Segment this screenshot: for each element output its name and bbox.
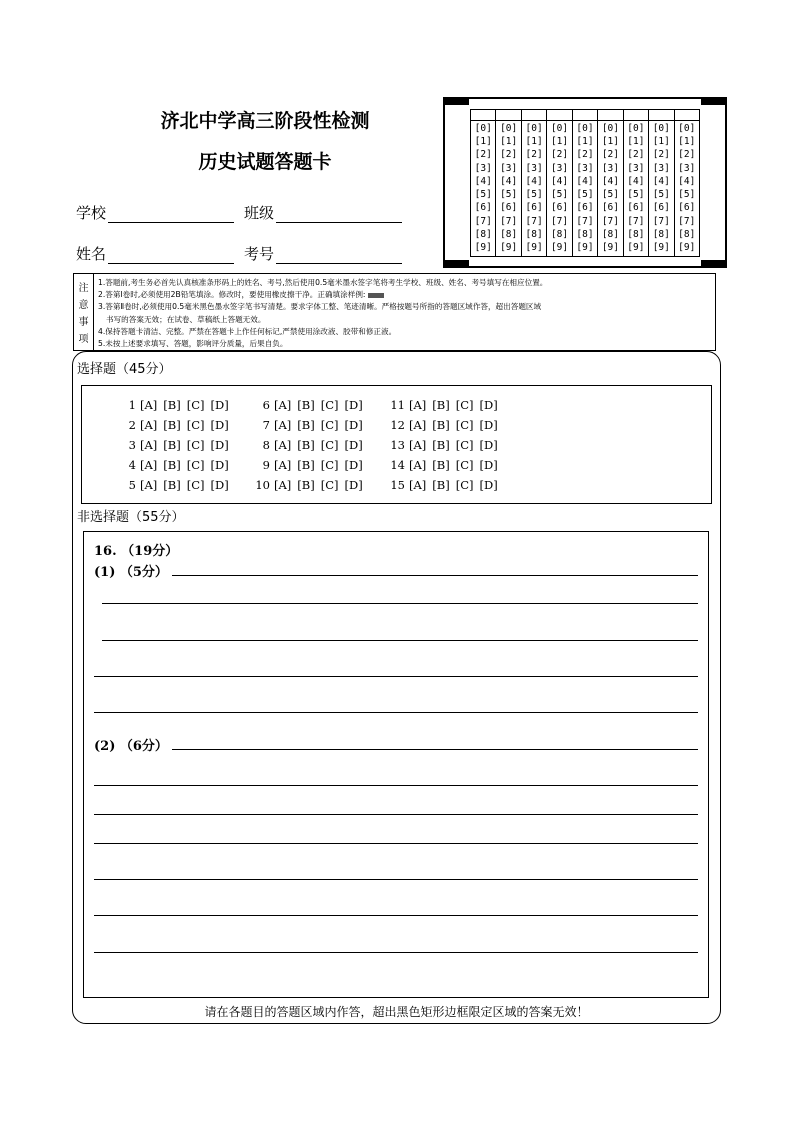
digit-bubble[interactable]: [9] bbox=[627, 242, 645, 254]
answer-bubble[interactable]: [A] bbox=[274, 458, 292, 472]
answer-bubble[interactable]: [A] bbox=[274, 478, 292, 492]
digit-bubble[interactable]: [6] bbox=[550, 202, 569, 214]
choice-question-row bbox=[252, 438, 369, 453]
question-number: 11 bbox=[390, 398, 405, 412]
answer-line[interactable] bbox=[102, 640, 698, 641]
exam-title: 济北中学高三阶段性检测 bbox=[160, 110, 370, 132]
answer-bubble[interactable]: [D] bbox=[479, 438, 498, 452]
digit-bubble[interactable]: [8] bbox=[576, 229, 594, 241]
exam-number-write-cell[interactable] bbox=[522, 110, 546, 121]
notes-label-char: 注 bbox=[78, 283, 89, 294]
digit-bubble[interactable]: [6] bbox=[576, 202, 594, 214]
question-16-part2-label: (2) （6分） bbox=[94, 739, 168, 754]
digit-bubble[interactable]: [1] bbox=[550, 135, 569, 147]
question-number: 2 bbox=[128, 418, 136, 432]
note-line: 4.保持答题卡清洁、完整。严禁在答题卡上作任何标记,严禁使用涂改液、胶带和修正液。 bbox=[98, 326, 397, 336]
question-number: 12 bbox=[390, 418, 405, 432]
choice-question-row bbox=[252, 458, 369, 473]
exam-number-write-cell[interactable] bbox=[573, 110, 597, 121]
answer-line[interactable] bbox=[94, 879, 698, 880]
answer-bubble[interactable]: [C] bbox=[455, 398, 474, 412]
choice-question-row bbox=[118, 418, 235, 433]
digit-bubble[interactable]: [5] bbox=[601, 189, 619, 201]
digit-bubble[interactable]: [3] bbox=[474, 162, 492, 174]
alignment-mark bbox=[443, 260, 469, 268]
digit-bubble[interactable]: [2] bbox=[474, 149, 492, 161]
digit-bubble[interactable]: [3] bbox=[550, 162, 569, 174]
digit-bubble[interactable]: [0] bbox=[678, 122, 696, 134]
choice-question-row bbox=[118, 478, 235, 493]
footer-warning: 请在各题目的答题区域内作答，超出黑色矩形边框限定区域的答案无效！ bbox=[204, 1005, 589, 1019]
exam-number-column bbox=[522, 110, 547, 256]
digit-bubble[interactable]: [1] bbox=[500, 135, 518, 147]
digit-bubble[interactable]: [3] bbox=[500, 162, 518, 174]
note-line: 书写的答案无效；在试卷、草稿纸上答题无效。 bbox=[106, 314, 266, 324]
exam-number-column bbox=[598, 110, 623, 256]
digit-bubble[interactable]: [9] bbox=[550, 242, 569, 254]
answer-bubble[interactable]: [C] bbox=[320, 398, 339, 412]
question-number: 4 bbox=[128, 458, 136, 472]
school-field bbox=[76, 202, 234, 223]
answer-bubble[interactable]: [A] bbox=[274, 398, 292, 412]
digit-bubble[interactable]: [4] bbox=[500, 175, 518, 187]
answer-bubble[interactable]: [B] bbox=[163, 438, 181, 452]
digit-bubble[interactable]: [0] bbox=[550, 122, 569, 134]
digit-bubble[interactable]: [9] bbox=[500, 242, 518, 254]
answer-bubble[interactable]: [B] bbox=[163, 458, 181, 472]
answer-bubble[interactable]: [C] bbox=[186, 478, 205, 492]
digit-bubble[interactable]: [1] bbox=[652, 135, 670, 147]
digit-bubble[interactable]: [4] bbox=[678, 175, 696, 187]
digit-bubble[interactable]: [8] bbox=[601, 229, 619, 241]
answer-bubble[interactable]: [B] bbox=[297, 458, 315, 472]
digit-bubble[interactable]: [9] bbox=[601, 242, 619, 254]
notes-label-char: 事 bbox=[78, 317, 89, 328]
digit-bubble[interactable]: [7] bbox=[525, 215, 543, 227]
answer-bubble[interactable]: [C] bbox=[455, 418, 474, 432]
answer-bubble[interactable]: [C] bbox=[186, 438, 205, 452]
name-field bbox=[76, 243, 234, 264]
answer-bubble[interactable]: [B] bbox=[432, 458, 450, 472]
name-label: 姓名 bbox=[76, 245, 107, 263]
class-input-line[interactable] bbox=[276, 207, 402, 223]
digit-bubble[interactable]: [6] bbox=[627, 202, 645, 214]
digit-bubble[interactable]: [1] bbox=[678, 135, 696, 147]
choice-question-row bbox=[252, 478, 369, 493]
digit-bubble[interactable]: [7] bbox=[550, 215, 569, 227]
answer-bubble[interactable]: [D] bbox=[344, 438, 363, 452]
exam-number-label: 考号 bbox=[244, 245, 275, 263]
school-label: 学校 bbox=[76, 204, 107, 222]
answer-bubble[interactable]: [D] bbox=[210, 418, 229, 432]
note-line: 5.未按上述要求填写、答题，影响评分质量，后果自负。 bbox=[98, 339, 288, 349]
answer-bubble[interactable]: [B] bbox=[297, 418, 315, 432]
answer-bubble[interactable]: [C] bbox=[455, 458, 474, 472]
class-field bbox=[244, 202, 402, 223]
question-number: 6 bbox=[262, 398, 270, 412]
answer-bubble[interactable]: [C] bbox=[455, 478, 474, 492]
answer-bubble[interactable]: [A] bbox=[274, 438, 292, 452]
answer-bubble[interactable]: [D] bbox=[210, 478, 229, 492]
answer-bubble[interactable]: [D] bbox=[344, 458, 363, 472]
choice-question-row bbox=[387, 398, 504, 413]
answer-line[interactable] bbox=[172, 749, 698, 750]
answer-bubble[interactable]: [D] bbox=[479, 478, 498, 492]
digit-bubble[interactable]: [5] bbox=[525, 189, 543, 201]
answer-bubble[interactable]: [C] bbox=[186, 418, 205, 432]
answer-bubble[interactable]: [A] bbox=[140, 438, 158, 452]
question-number: 9 bbox=[262, 458, 270, 472]
digit-bubble[interactable]: [7] bbox=[500, 215, 518, 227]
digit-bubble[interactable]: [7] bbox=[678, 215, 696, 227]
digit-bubble[interactable]: [2] bbox=[525, 149, 543, 161]
answer-bubble[interactable]: [C] bbox=[455, 438, 474, 452]
digit-bubble[interactable]: [1] bbox=[627, 135, 645, 147]
answer-line[interactable] bbox=[172, 575, 698, 576]
notes-label-char: 项 bbox=[78, 334, 89, 345]
answer-bubble[interactable]: [A] bbox=[140, 398, 158, 412]
digit-bubble[interactable]: [5] bbox=[474, 189, 492, 201]
digit-bubble[interactable]: [8] bbox=[500, 229, 518, 241]
answer-bubble[interactable]: [A] bbox=[409, 418, 427, 432]
digit-bubble[interactable]: [9] bbox=[652, 242, 670, 254]
answer-bubble[interactable]: [B] bbox=[297, 478, 315, 492]
alignment-mark bbox=[701, 97, 727, 105]
question-number: 15 bbox=[390, 478, 405, 492]
digit-bubble[interactable]: [0] bbox=[627, 122, 645, 134]
answer-bubble[interactable]: [D] bbox=[479, 398, 498, 412]
class-label: 班级 bbox=[244, 204, 275, 222]
answer-bubble[interactable]: [A] bbox=[140, 418, 158, 432]
notes-label-char: 意 bbox=[78, 300, 89, 311]
digit-bubble[interactable]: [9] bbox=[525, 242, 543, 254]
digit-bubble[interactable]: [3] bbox=[627, 162, 645, 174]
choice-question-row bbox=[387, 438, 504, 453]
choice-question-row bbox=[387, 478, 504, 493]
fill-sample-icon bbox=[368, 293, 384, 298]
school-input-line[interactable] bbox=[108, 207, 234, 223]
answer-bubble[interactable]: [C] bbox=[186, 398, 205, 412]
choice-question-row bbox=[118, 438, 235, 453]
answer-line[interactable] bbox=[94, 676, 698, 677]
answer-bubble[interactable]: [D] bbox=[479, 458, 498, 472]
question-number: 5 bbox=[128, 478, 136, 492]
question-16-part1-label: (1) （5分） bbox=[94, 565, 168, 580]
answer-bubble[interactable]: [D] bbox=[210, 458, 229, 472]
digit-bubble[interactable]: [8] bbox=[550, 229, 569, 241]
digit-bubble[interactable]: [0] bbox=[601, 122, 619, 134]
digit-bubble[interactable]: [2] bbox=[500, 149, 518, 161]
answer-line[interactable] bbox=[102, 603, 698, 604]
exam-number-write-cell[interactable] bbox=[471, 110, 495, 121]
digit-bubble[interactable]: [2] bbox=[678, 149, 696, 161]
digit-bubble[interactable]: [3] bbox=[601, 162, 619, 174]
digit-bubble[interactable]: [1] bbox=[474, 135, 492, 147]
digit-bubble[interactable]: [2] bbox=[627, 149, 645, 161]
answer-bubble[interactable]: [D] bbox=[344, 418, 363, 432]
alignment-mark bbox=[701, 260, 727, 268]
digit-bubble[interactable]: [9] bbox=[678, 242, 696, 254]
choice-column bbox=[252, 398, 369, 493]
digit-bubble[interactable]: [8] bbox=[474, 229, 492, 241]
question-number: 1 bbox=[128, 398, 136, 412]
answer-line[interactable] bbox=[94, 785, 698, 786]
name-input-line[interactable] bbox=[108, 248, 234, 264]
answer-bubble[interactable]: [B] bbox=[432, 418, 450, 432]
exam-number-write-cell[interactable] bbox=[496, 110, 520, 121]
exam-number-column bbox=[471, 110, 496, 256]
answer-bubble[interactable]: [C] bbox=[320, 418, 339, 432]
answer-bubble[interactable]: [C] bbox=[186, 458, 205, 472]
note-line: 2.答第Ⅰ卷时,必须使用2B铅笔填涂。修改时，要使用橡皮擦干净。正确填涂样例: bbox=[98, 289, 711, 301]
digit-bubble[interactable]: [7] bbox=[652, 215, 670, 227]
exam-subtitle: 历史试题答题卡 bbox=[198, 151, 332, 173]
answer-bubble[interactable]: [A] bbox=[274, 418, 292, 432]
digit-bubble[interactable]: [0] bbox=[525, 122, 543, 134]
exam-number-write-cell[interactable] bbox=[649, 110, 673, 121]
digit-bubble[interactable]: [6] bbox=[474, 202, 492, 214]
digit-bubble[interactable]: [5] bbox=[550, 189, 569, 201]
digit-bubble[interactable]: [8] bbox=[525, 229, 543, 241]
answer-bubble[interactable]: [C] bbox=[320, 478, 339, 492]
question-number: 3 bbox=[128, 438, 136, 452]
digit-bubble[interactable]: [2] bbox=[550, 149, 569, 161]
essay-answer-box bbox=[83, 531, 709, 998]
digit-bubble[interactable]: [4] bbox=[550, 175, 569, 187]
choice-section-title: 选择题（45分） bbox=[77, 362, 172, 377]
question-number: 13 bbox=[390, 438, 405, 452]
question-number: 14 bbox=[390, 458, 405, 472]
digit-bubble[interactable]: [6] bbox=[678, 202, 696, 214]
exam-number-column bbox=[649, 110, 674, 256]
answer-bubble[interactable]: [D] bbox=[210, 398, 229, 412]
answer-bubble[interactable]: [D] bbox=[344, 398, 363, 412]
digit-bubble[interactable]: [6] bbox=[525, 202, 543, 214]
answer-bubble[interactable]: [C] bbox=[320, 438, 339, 452]
digit-bubble[interactable]: [3] bbox=[652, 162, 670, 174]
digit-bubble[interactable]: [7] bbox=[576, 215, 594, 227]
answer-bubble[interactable]: [A] bbox=[409, 478, 427, 492]
answer-bubble[interactable]: [A] bbox=[140, 458, 158, 472]
notes-box bbox=[73, 273, 716, 351]
essay-section-title: 非选择题（55分） bbox=[77, 510, 185, 525]
choice-question-row bbox=[118, 398, 235, 413]
digit-bubble[interactable]: [8] bbox=[652, 229, 670, 241]
exam-number-write-cell[interactable] bbox=[675, 110, 699, 121]
digit-bubble[interactable]: [7] bbox=[627, 215, 645, 227]
digit-bubble[interactable]: [1] bbox=[576, 135, 594, 147]
digit-bubble[interactable]: [6] bbox=[601, 202, 619, 214]
choice-question-row bbox=[252, 398, 369, 413]
choice-column bbox=[387, 398, 504, 493]
answer-line[interactable] bbox=[94, 814, 698, 815]
digit-bubble[interactable]: [0] bbox=[500, 122, 518, 134]
answer-bubble[interactable]: [B] bbox=[432, 438, 450, 452]
note-line: 3.答第Ⅱ卷时,必须使用0.5毫米黑色墨水签字笔书写清楚。要求字体工整、笔迹清晰。严格按题号所指的答题区域作答，超出答题区域 bbox=[98, 302, 542, 312]
notes-label bbox=[74, 274, 94, 350]
answer-bubble[interactable]: [D] bbox=[479, 418, 498, 432]
answer-bubble[interactable]: [A] bbox=[140, 478, 158, 492]
digit-bubble[interactable]: [6] bbox=[652, 202, 670, 214]
digit-bubble[interactable]: [7] bbox=[474, 215, 492, 227]
answer-bubble[interactable]: [D] bbox=[210, 438, 229, 452]
digit-bubble[interactable]: [0] bbox=[474, 122, 492, 134]
digit-bubble[interactable]: [3] bbox=[678, 162, 696, 174]
digit-bubble[interactable]: [1] bbox=[525, 135, 543, 147]
answer-bubble[interactable]: [B] bbox=[163, 478, 181, 492]
digit-bubble[interactable]: [5] bbox=[576, 189, 594, 201]
exam-number-column bbox=[573, 110, 598, 256]
digit-bubble[interactable]: [9] bbox=[576, 242, 594, 254]
answer-bubble[interactable]: [C] bbox=[320, 458, 339, 472]
answer-bubble[interactable]: [D] bbox=[344, 478, 363, 492]
answer-bubble[interactable]: [A] bbox=[409, 438, 427, 452]
exam-number-column bbox=[624, 110, 649, 256]
answer-line[interactable] bbox=[94, 712, 698, 713]
digit-bubble[interactable]: [5] bbox=[652, 189, 670, 201]
digit-bubble[interactable]: [5] bbox=[500, 189, 518, 201]
choice-answer-box bbox=[81, 385, 712, 504]
answer-bubble[interactable]: [B] bbox=[163, 398, 181, 412]
answer-bubble[interactable]: [B] bbox=[432, 478, 450, 492]
answer-bubble[interactable]: [B] bbox=[297, 398, 315, 412]
digit-bubble[interactable]: [8] bbox=[627, 229, 645, 241]
exam-number-write-cell[interactable] bbox=[547, 110, 571, 121]
answer-bubble[interactable]: [B] bbox=[297, 438, 315, 452]
exam-number-field bbox=[244, 243, 402, 264]
answer-line[interactable] bbox=[94, 843, 698, 844]
answer-bubble[interactable]: [B] bbox=[163, 418, 181, 432]
alignment-mark bbox=[443, 97, 469, 105]
question-number: 8 bbox=[262, 438, 270, 452]
digit-bubble[interactable]: [2] bbox=[601, 149, 619, 161]
notes-body bbox=[94, 274, 715, 350]
digit-bubble[interactable]: [8] bbox=[678, 229, 696, 241]
note-line: 1.答题前,考生务必首先认真核准条形码上的姓名、考号,然后使用0.5毫米墨水签字笔将考生学校、班级、姓名、考号填写在相应位置。 bbox=[98, 278, 548, 287]
digit-bubble[interactable]: [0] bbox=[576, 122, 594, 134]
digit-bubble[interactable]: [0] bbox=[652, 122, 670, 134]
digit-bubble[interactable]: [2] bbox=[652, 149, 670, 161]
digit-bubble[interactable]: [9] bbox=[474, 242, 492, 254]
answer-line[interactable] bbox=[94, 915, 698, 916]
answer-bubble[interactable]: [A] bbox=[409, 458, 427, 472]
exam-number-write-cell[interactable] bbox=[624, 110, 648, 121]
digit-bubble[interactable]: [4] bbox=[576, 175, 594, 187]
exam-number-column bbox=[675, 110, 699, 256]
question-number: 10 bbox=[255, 478, 270, 492]
choice-question-row bbox=[387, 418, 504, 433]
digit-bubble[interactable]: [4] bbox=[627, 175, 645, 187]
digit-bubble[interactable]: [3] bbox=[525, 162, 543, 174]
question-16-label: 16. （19分） bbox=[94, 544, 179, 559]
digit-bubble[interactable]: [1] bbox=[601, 135, 619, 147]
answer-bubble[interactable]: [A] bbox=[409, 398, 427, 412]
exam-number-write-cell[interactable] bbox=[598, 110, 622, 121]
exam-number-grid bbox=[470, 109, 700, 257]
digit-bubble[interactable]: [2] bbox=[576, 149, 594, 161]
choice-question-row bbox=[387, 458, 504, 473]
digit-bubble[interactable]: [4] bbox=[525, 175, 543, 187]
answer-bubble[interactable]: [B] bbox=[432, 398, 450, 412]
digit-bubble[interactable]: [7] bbox=[601, 215, 619, 227]
question-number: 7 bbox=[262, 418, 270, 432]
digit-bubble[interactable]: [4] bbox=[601, 175, 619, 187]
exam-number-column bbox=[547, 110, 572, 256]
choice-column bbox=[118, 398, 235, 493]
exam-number-column bbox=[496, 110, 521, 256]
digit-bubble[interactable]: [4] bbox=[474, 175, 492, 187]
exam-number-input-line[interactable] bbox=[276, 248, 402, 264]
digit-bubble[interactable]: [5] bbox=[678, 189, 696, 201]
answer-line[interactable] bbox=[94, 952, 698, 953]
digit-bubble[interactable]: [6] bbox=[500, 202, 518, 214]
digit-bubble[interactable]: [4] bbox=[652, 175, 670, 187]
digit-bubble[interactable]: [3] bbox=[576, 162, 594, 174]
choice-question-row bbox=[252, 418, 369, 433]
digit-bubble[interactable]: [5] bbox=[627, 189, 645, 201]
choice-question-row bbox=[118, 458, 235, 473]
